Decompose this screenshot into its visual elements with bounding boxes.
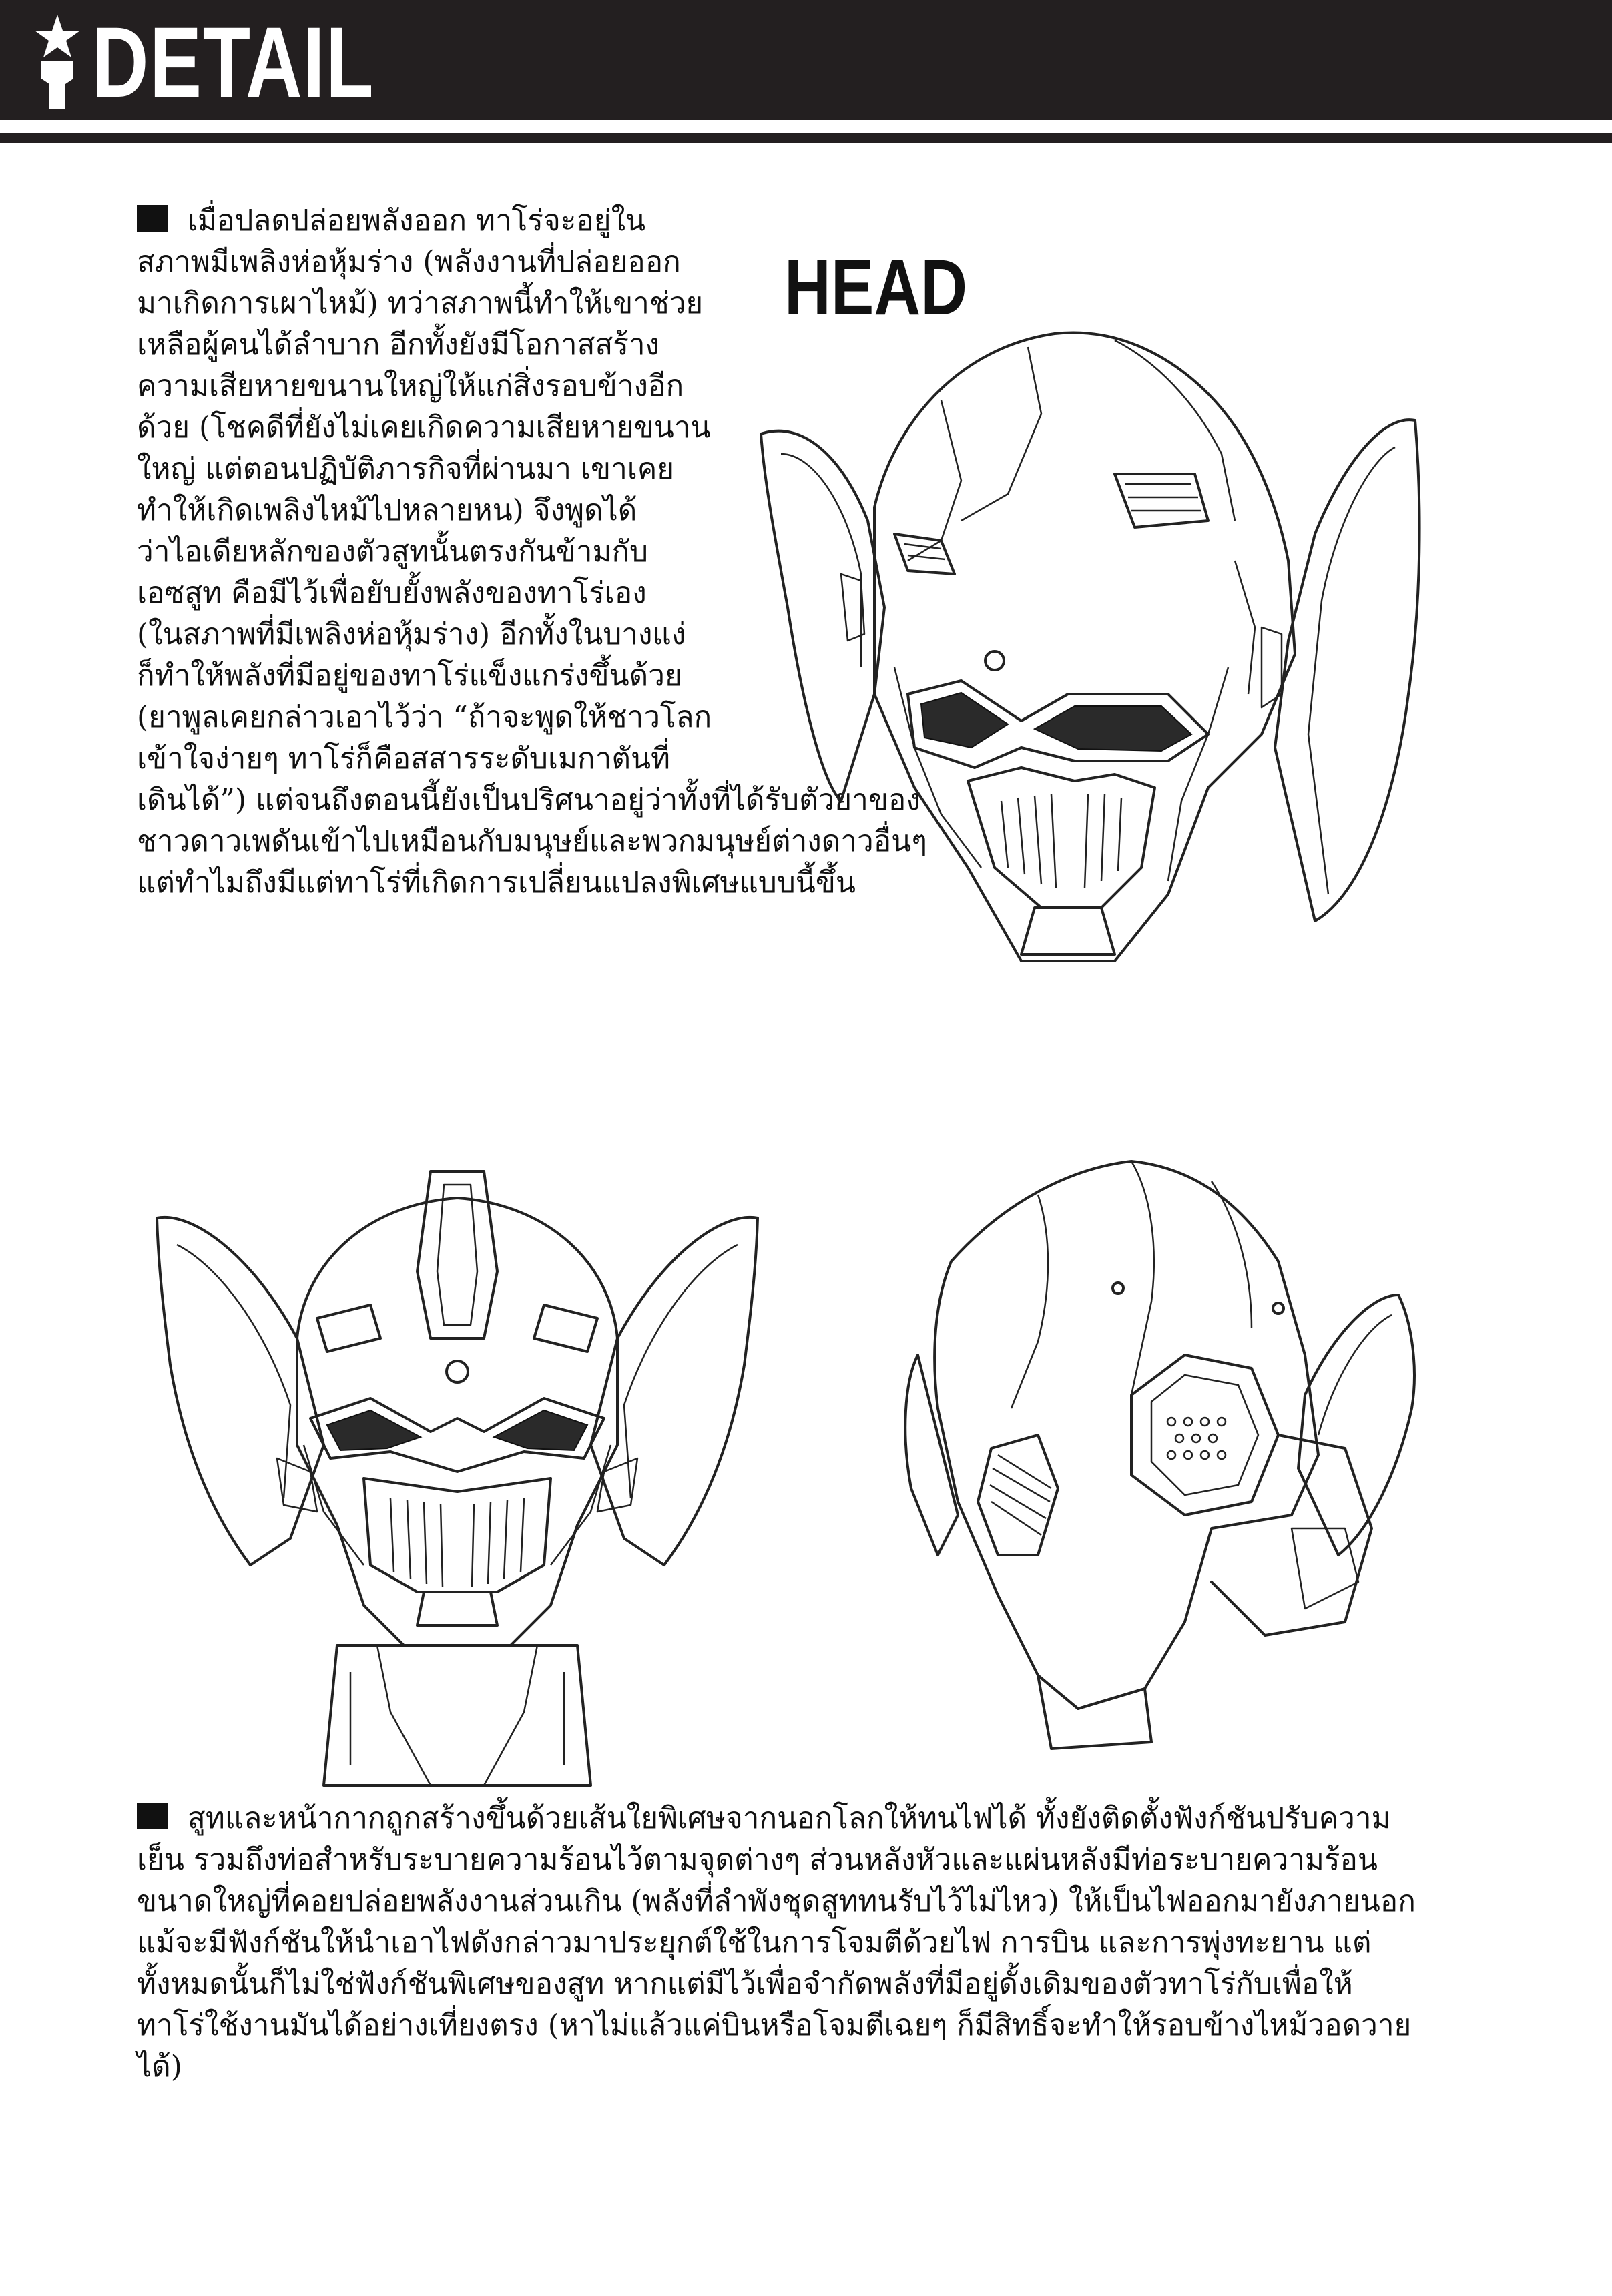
paragraph-line: (ในสภาพที่มีเพลิงห่อหุ้มร่าง) อีกทั้งในบางแง่ — [137, 617, 686, 651]
paragraph-line: แม้จะมีฟังก์ชันให้นำเอาไฟดังกล่าวมาประยุกต์ใช้ในการโจมตีด้วยไฟ การบิน และการพุ่งทะยาน แต่ — [137, 1926, 1372, 1960]
helmet-front-illustration — [150, 1165, 764, 1792]
paragraph-line: ก็ทำให้พลังที่มีอยู่ของทาโร่แข็งแกร่งขึ้นด้วย — [137, 659, 682, 693]
paragraph-line: ชาวดาวเพดันเข้าไปเหมือนกับมนุษย์และพวกมนุษย์ต่างดาวอื่นๆ — [137, 824, 927, 858]
paragraph-line: ขนาดใหญ่ที่คอยปล่อยพลังงานส่วนเกิน (พลังที่ลำพังชุดสูททนรับไว้ไม่ไหว) ให้เป็นไฟออกมายังภายนอก — [137, 1884, 1416, 1918]
paragraph-line: เย็น รวมถึงท่อสำหรับระบายความร้อนไว้ตามจุดต่างๆ ส่วนหลังหัวและแผ่นหลังมีท่อระบายความร้อน — [137, 1843, 1378, 1877]
paragraph-line: ว่าไอเดียหลักของตัวสูทนั้นตรงกันข้ามกับ — [137, 535, 649, 569]
paragraph-line: เอซสูท คือมีไว้เพื่อยับยั้งพลังของทาโร่เอง — [137, 576, 647, 610]
bullet-square-icon — [137, 205, 168, 232]
paragraph-line: ได้) — [137, 2050, 182, 2084]
helmet-three-quarter-front-illustration — [741, 320, 1468, 974]
section-label: HEAD — [784, 244, 968, 332]
paragraph-line: เมื่อปลดปล่อยพลังออก ทาโร่จะอยู่ใน — [137, 200, 927, 242]
paragraph-line: ทำให้เกิดเพลิงไหม้ไปหลายหน) จึงพูดได้ — [137, 493, 637, 527]
paragraph-line: แต่ทำไมถึงมีแต่ทาโร่ที่เกิดการเปลี่ยนแปลงพิเศษแบบนี้ขึ้น — [137, 866, 856, 900]
paragraph-line: เหลือผู้คนได้ลำบาก อีกทั้งยังมีโอกาสสร้าง — [137, 328, 660, 362]
paragraph-line: เข้าใจง่ายๆ ทาโร่ก็คือสสารระดับเมกาตันที่ — [137, 742, 671, 776]
paragraph-line: ด้วย (โชคดีที่ยังไม่เคยเกิดความเสียหายขนาน — [137, 410, 711, 445]
paragraph-line: สภาพมีเพลิงห่อหุ้มร่าง (พลังงานที่ปล่อยออก — [137, 245, 681, 279]
paragraph-line: (ยาพูลเคยกล่าวเอาไว้ว่า “ถ้าจะพูดให้ชาวโลก — [137, 700, 712, 734]
header-rule — [0, 133, 1612, 143]
helmet-side-illustration — [838, 1155, 1438, 1755]
paragraph-line: ความเสียหายขนานใหญ่ให้แก่สิ่งรอบข้างอีก — [137, 369, 684, 403]
paragraph-line: ทาโร่ใช้งานมันได้อย่างเที่ยงตรง (หาไม่แล้วแค่บินหรือโจมตีเฉยๆ ก็มีสิทธิ์จะทำให้รอบข้างไหม้วอดวาย — [137, 2008, 1412, 2042]
paragraph-line: ใหญ่ แต่ตอนปฏิบัติภารกิจที่ผ่านมา เขาเคย — [137, 452, 675, 486]
paragraph-line: เดินได้”) แต่จนถึงตอนนี้ยังเป็นปริศนาอยู่ว่าทั้งที่ได้รับตัวยาของ — [137, 783, 920, 817]
paragraph-line: มาเกิดการเผาไหม้) ทว่าสภาพนี้ทำให้เขาช่วย — [137, 286, 704, 320]
page-title: DETAIL — [92, 6, 375, 118]
paragraph-suit-description — [137, 1798, 1416, 2088]
star-figure-icon — [32, 12, 83, 112]
paragraph-line: สูทและหน้ากากถูกสร้างขึ้นด้วยเส้นใยพิเศษจากนอกโลกให้ทนไฟได้ ทั้งยังติดตั้งฟังก์ชันปรับความ — [137, 1798, 1416, 1839]
header-title — [32, 6, 455, 118]
paragraph-line: ทั้งหมดนั้นก็ไม่ใช่ฟังก์ชันพิเศษของสูท หากแต่มีไว้เพื่อจำกัดพลังที่มีอยู่ดั้งเดิมของตัวทาโร่กับเพื่อให้ — [137, 1967, 1353, 2001]
bullet-square-icon — [137, 1803, 168, 1829]
